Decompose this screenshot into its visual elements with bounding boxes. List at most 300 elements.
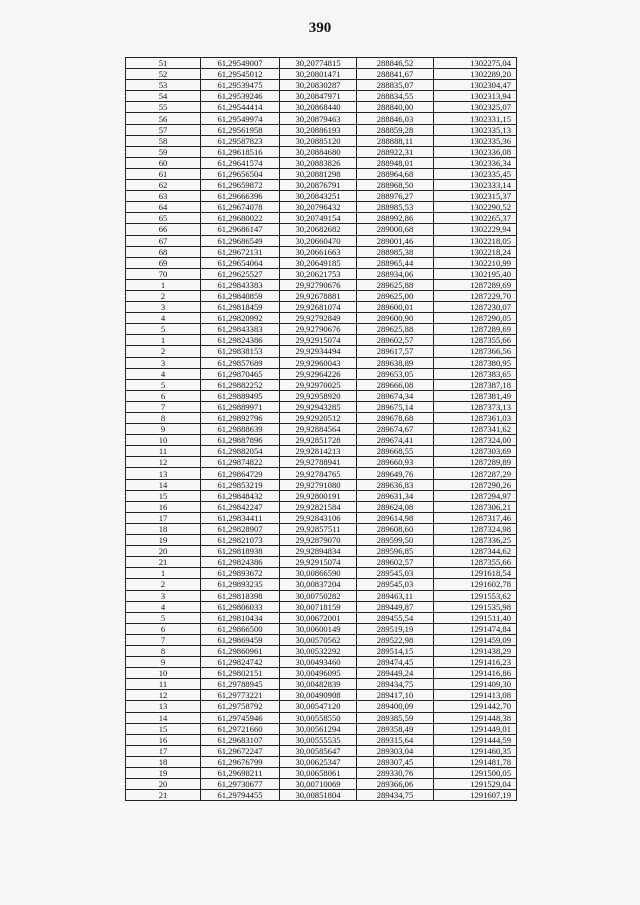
x-coordinate-cell: 289001,46 — [357, 235, 434, 246]
y-coordinate-cell: 1287355,66 — [434, 335, 517, 346]
latitude-cell: 61,29721660 — [201, 723, 280, 734]
y-coordinate-cell: 1287361,03 — [434, 413, 517, 424]
x-coordinate-cell: 289675,14 — [357, 401, 434, 412]
point-number-cell: 5 — [126, 324, 201, 335]
latitude-cell: 61,29686549 — [201, 235, 280, 246]
y-coordinate-cell: 1291529,04 — [434, 779, 517, 790]
y-coordinate-cell: 1287324,98 — [434, 523, 517, 534]
latitude-cell: 61,29544414 — [201, 102, 280, 113]
y-coordinate-cell: 1287387,18 — [434, 379, 517, 390]
point-number-cell: 1 — [126, 279, 201, 290]
table-row — [126, 224, 517, 235]
longitude-cell: 29,92857511 — [280, 523, 357, 534]
point-number-cell: 16 — [126, 734, 201, 745]
point-number-cell: 51 — [126, 58, 201, 69]
point-number-cell: 67 — [126, 235, 201, 246]
y-coordinate-cell: 1291413,08 — [434, 690, 517, 701]
latitude-cell: 61,29838153 — [201, 346, 280, 357]
point-number-cell: 64 — [126, 202, 201, 213]
table-row — [126, 745, 517, 756]
table-row — [126, 401, 517, 412]
longitude-cell: 30,00493460 — [280, 657, 357, 668]
table-row — [126, 102, 517, 113]
y-coordinate-cell: 1302289,20 — [434, 69, 517, 80]
latitude-cell: 61,29820992 — [201, 313, 280, 324]
table-row — [126, 146, 517, 157]
x-coordinate-cell: 288846,52 — [357, 58, 434, 69]
latitude-cell: 61,29802151 — [201, 668, 280, 679]
y-coordinate-cell: 1291481,78 — [434, 756, 517, 767]
table-row — [126, 457, 517, 468]
x-coordinate-cell: 289385,59 — [357, 712, 434, 723]
point-number-cell: 1 — [126, 335, 201, 346]
point-number-cell: 1 — [126, 568, 201, 579]
latitude-cell: 61,29821073 — [201, 535, 280, 546]
x-coordinate-cell: 289417,10 — [357, 690, 434, 701]
y-coordinate-cell: 1291449,01 — [434, 723, 517, 734]
point-number-cell: 65 — [126, 213, 201, 224]
latitude-cell: 61,29674078 — [201, 202, 280, 213]
x-coordinate-cell: 288922,31 — [357, 146, 434, 157]
y-coordinate-cell: 1302331,15 — [434, 113, 517, 124]
point-number-cell: 61 — [126, 168, 201, 179]
y-coordinate-cell: 1287355,66 — [434, 557, 517, 568]
table-row — [126, 268, 517, 279]
table-row — [126, 501, 517, 512]
x-coordinate-cell: 289449,87 — [357, 601, 434, 612]
longitude-cell: 30,20847971 — [280, 91, 357, 102]
latitude-cell: 61,29853219 — [201, 479, 280, 490]
longitude-cell: 29,92915074 — [280, 557, 357, 568]
point-number-cell: 2 — [126, 290, 201, 301]
table-row — [126, 202, 517, 213]
x-coordinate-cell: 289600,01 — [357, 302, 434, 313]
table-row — [126, 712, 517, 723]
latitude-cell: 61,29549007 — [201, 58, 280, 69]
point-number-cell: 59 — [126, 146, 201, 157]
point-number-cell: 9 — [126, 657, 201, 668]
point-number-cell: 11 — [126, 446, 201, 457]
y-coordinate-cell: 1302333,14 — [434, 180, 517, 191]
x-coordinate-cell: 289653,05 — [357, 368, 434, 379]
latitude-cell: 61,29840859 — [201, 290, 280, 301]
point-number-cell: 54 — [126, 91, 201, 102]
latitude-cell: 61,29539475 — [201, 80, 280, 91]
y-coordinate-cell: 1287381,49 — [434, 390, 517, 401]
table-row — [126, 679, 517, 690]
y-coordinate-cell: 1291602,78 — [434, 579, 517, 590]
latitude-cell: 61,29848432 — [201, 490, 280, 501]
latitude-cell: 61,29549974 — [201, 113, 280, 124]
latitude-cell: 61,29870465 — [201, 368, 280, 379]
latitude-cell: 61,29672247 — [201, 745, 280, 756]
point-number-cell: 9 — [126, 424, 201, 435]
latitude-cell: 61,29641574 — [201, 157, 280, 168]
x-coordinate-cell: 289614,98 — [357, 512, 434, 523]
table-row — [126, 413, 517, 424]
point-number-cell: 21 — [126, 557, 201, 568]
x-coordinate-cell: 289625,00 — [357, 290, 434, 301]
point-number-cell: 10 — [126, 668, 201, 679]
longitude-cell: 29,92920512 — [280, 413, 357, 424]
y-coordinate-cell: 1287383,65 — [434, 368, 517, 379]
x-coordinate-cell: 289519,19 — [357, 623, 434, 634]
longitude-cell: 30,00558550 — [280, 712, 357, 723]
x-coordinate-cell: 289678,68 — [357, 413, 434, 424]
table-row — [126, 302, 517, 313]
coordinates-table-body — [126, 58, 517, 801]
y-coordinate-cell: 1302336,08 — [434, 146, 517, 157]
y-coordinate-cell: 1291444,59 — [434, 734, 517, 745]
y-coordinate-cell: 1291511,40 — [434, 612, 517, 623]
point-number-cell: 13 — [126, 701, 201, 712]
latitude-cell: 61,29843383 — [201, 324, 280, 335]
longitude-cell: 29,92790676 — [280, 279, 357, 290]
longitude-cell: 29,92851728 — [280, 435, 357, 446]
y-coordinate-cell: 1302210,99 — [434, 257, 517, 268]
point-number-cell: 53 — [126, 80, 201, 91]
point-number-cell: 12 — [126, 457, 201, 468]
x-coordinate-cell: 289602,57 — [357, 557, 434, 568]
x-coordinate-cell: 289617,57 — [357, 346, 434, 357]
x-coordinate-cell: 289625,88 — [357, 279, 434, 290]
table-row — [126, 335, 517, 346]
x-coordinate-cell: 288964,68 — [357, 168, 434, 179]
latitude-cell: 61,29680022 — [201, 213, 280, 224]
y-coordinate-cell: 1302229,94 — [434, 224, 517, 235]
x-coordinate-cell: 289608,60 — [357, 523, 434, 534]
point-number-cell: 57 — [126, 124, 201, 135]
table-row — [126, 546, 517, 557]
table-row — [126, 535, 517, 546]
x-coordinate-cell: 289674,67 — [357, 424, 434, 435]
longitude-cell: 30,20661663 — [280, 246, 357, 257]
x-coordinate-cell: 289596,85 — [357, 546, 434, 557]
point-number-cell: 20 — [126, 546, 201, 557]
y-coordinate-cell: 1302275,04 — [434, 58, 517, 69]
table-row — [126, 346, 517, 357]
y-coordinate-cell: 1291409,30 — [434, 679, 517, 690]
longitude-cell: 30,20883826 — [280, 157, 357, 168]
x-coordinate-cell: 288840,00 — [357, 102, 434, 113]
point-number-cell: 69 — [126, 257, 201, 268]
x-coordinate-cell: 289455,54 — [357, 612, 434, 623]
point-number-cell: 56 — [126, 113, 201, 124]
y-coordinate-cell: 1287294,97 — [434, 490, 517, 501]
longitude-cell: 30,00600149 — [280, 623, 357, 634]
latitude-cell: 61,29889495 — [201, 390, 280, 401]
point-number-cell: 70 — [126, 268, 201, 279]
latitude-cell: 61,29888639 — [201, 424, 280, 435]
table-row — [126, 723, 517, 734]
latitude-cell: 61,29561958 — [201, 124, 280, 135]
latitude-cell: 61,29773221 — [201, 690, 280, 701]
latitude-cell: 61,29892796 — [201, 413, 280, 424]
latitude-cell: 61,29824386 — [201, 335, 280, 346]
longitude-cell: 29,92958920 — [280, 390, 357, 401]
longitude-cell: 30,00585647 — [280, 745, 357, 756]
point-number-cell: 15 — [126, 490, 201, 501]
x-coordinate-cell: 289366,06 — [357, 779, 434, 790]
latitude-cell: 61,29698211 — [201, 768, 280, 779]
latitude-cell: 61,29545012 — [201, 69, 280, 80]
y-coordinate-cell: 1291500,05 — [434, 768, 517, 779]
x-coordinate-cell: 288841,67 — [357, 69, 434, 80]
x-coordinate-cell: 288985,38 — [357, 246, 434, 257]
longitude-cell: 29,92821584 — [280, 501, 357, 512]
point-number-cell: 4 — [126, 368, 201, 379]
x-coordinate-cell: 288985,53 — [357, 202, 434, 213]
x-coordinate-cell: 289649,76 — [357, 468, 434, 479]
x-coordinate-cell: 288859,28 — [357, 124, 434, 135]
y-coordinate-cell: 1302218,05 — [434, 235, 517, 246]
y-coordinate-cell: 1302325,07 — [434, 102, 517, 113]
table-row — [126, 645, 517, 656]
longitude-cell: 30,00570562 — [280, 634, 357, 645]
point-number-cell: 5 — [126, 612, 201, 623]
latitude-cell: 61,29686147 — [201, 224, 280, 235]
point-number-cell: 6 — [126, 623, 201, 634]
x-coordinate-cell: 288888,11 — [357, 135, 434, 146]
table-row — [126, 557, 517, 568]
latitude-cell: 61,29672131 — [201, 246, 280, 257]
y-coordinate-cell: 1287289,69 — [434, 324, 517, 335]
latitude-cell: 61,29758792 — [201, 701, 280, 712]
point-number-cell: 6 — [126, 390, 201, 401]
latitude-cell: 61,29874822 — [201, 457, 280, 468]
longitude-cell: 30,20660470 — [280, 235, 357, 246]
y-coordinate-cell: 1302335,13 — [434, 124, 517, 135]
point-number-cell: 62 — [126, 180, 201, 191]
longitude-cell: 29,92790676 — [280, 324, 357, 335]
y-coordinate-cell: 1302336,34 — [434, 157, 517, 168]
point-number-cell: 52 — [126, 69, 201, 80]
y-coordinate-cell: 1302218,24 — [434, 246, 517, 257]
latitude-cell: 61,29730677 — [201, 779, 280, 790]
y-coordinate-cell: 1302290,52 — [434, 202, 517, 213]
y-coordinate-cell: 1287289,69 — [434, 279, 517, 290]
table-row — [126, 435, 517, 446]
longitude-cell: 30,00547120 — [280, 701, 357, 712]
longitude-cell: 30,20879463 — [280, 113, 357, 124]
longitude-cell: 30,00625347 — [280, 756, 357, 767]
latitude-cell: 61,29666396 — [201, 191, 280, 202]
longitude-cell: 30,00561294 — [280, 723, 357, 734]
longitude-cell: 30,20881298 — [280, 168, 357, 179]
table-row — [126, 668, 517, 679]
x-coordinate-cell: 289000,68 — [357, 224, 434, 235]
longitude-cell: 29,92964226 — [280, 368, 357, 379]
y-coordinate-cell: 1302335,45 — [434, 168, 517, 179]
x-coordinate-cell: 289599,50 — [357, 535, 434, 546]
x-coordinate-cell: 289636,83 — [357, 479, 434, 490]
table-row — [126, 490, 517, 501]
x-coordinate-cell: 288965,44 — [357, 257, 434, 268]
x-coordinate-cell: 289303,04 — [357, 745, 434, 756]
x-coordinate-cell: 289600,90 — [357, 313, 434, 324]
point-number-cell: 14 — [126, 479, 201, 490]
y-coordinate-cell: 1291459,09 — [434, 634, 517, 645]
latitude-cell: 61,29818398 — [201, 590, 280, 601]
latitude-cell: 61,29587823 — [201, 135, 280, 146]
longitude-cell: 29,92791080 — [280, 479, 357, 490]
longitude-cell: 30,20876791 — [280, 180, 357, 191]
x-coordinate-cell: 288934,06 — [357, 268, 434, 279]
longitude-cell: 30,20886193 — [280, 124, 357, 135]
latitude-cell: 61,29539246 — [201, 91, 280, 102]
table-row — [126, 279, 517, 290]
latitude-cell: 61,29893235 — [201, 579, 280, 590]
point-number-cell: 58 — [126, 135, 201, 146]
longitude-cell: 29,92915074 — [280, 335, 357, 346]
longitude-cell: 29,92788941 — [280, 457, 357, 468]
table-row — [126, 324, 517, 335]
longitude-cell: 30,20682682 — [280, 224, 357, 235]
longitude-cell: 30,20649185 — [280, 257, 357, 268]
x-coordinate-cell: 289631,34 — [357, 490, 434, 501]
latitude-cell: 61,29893672 — [201, 568, 280, 579]
table-row — [126, 180, 517, 191]
x-coordinate-cell: 289674,34 — [357, 390, 434, 401]
latitude-cell: 61,29625527 — [201, 268, 280, 279]
latitude-cell: 61,29788945 — [201, 679, 280, 690]
latitude-cell: 61,29882252 — [201, 379, 280, 390]
table-row — [126, 690, 517, 701]
point-number-cell: 7 — [126, 634, 201, 645]
y-coordinate-cell: 1287324,00 — [434, 435, 517, 446]
longitude-cell: 29,92960043 — [280, 357, 357, 368]
point-number-cell: 11 — [126, 679, 201, 690]
longitude-cell: 29,92894834 — [280, 546, 357, 557]
point-number-cell: 3 — [126, 302, 201, 313]
longitude-cell: 29,92879070 — [280, 535, 357, 546]
x-coordinate-cell: 288835,07 — [357, 80, 434, 91]
y-coordinate-cell: 1287229,70 — [434, 290, 517, 301]
point-number-cell: 8 — [126, 413, 201, 424]
point-number-cell: 7 — [126, 401, 201, 412]
table-row — [126, 479, 517, 490]
longitude-cell: 29,92884564 — [280, 424, 357, 435]
point-number-cell: 20 — [126, 779, 201, 790]
x-coordinate-cell: 289545,03 — [357, 579, 434, 590]
x-coordinate-cell: 288846,03 — [357, 113, 434, 124]
point-number-cell: 3 — [126, 357, 201, 368]
table-row — [126, 756, 517, 767]
point-number-cell: 16 — [126, 501, 201, 512]
longitude-cell: 30,20830287 — [280, 80, 357, 91]
y-coordinate-cell: 1291535,98 — [434, 601, 517, 612]
table-row — [126, 790, 517, 801]
point-number-cell: 21 — [126, 790, 201, 801]
coordinates-table — [125, 57, 517, 801]
x-coordinate-cell: 289474,45 — [357, 657, 434, 668]
x-coordinate-cell: 289449,24 — [357, 668, 434, 679]
x-coordinate-cell: 289625,88 — [357, 324, 434, 335]
latitude-cell: 61,29857689 — [201, 357, 280, 368]
table-row — [126, 612, 517, 623]
x-coordinate-cell: 288948,01 — [357, 157, 434, 168]
y-coordinate-cell: 1291416,86 — [434, 668, 517, 679]
x-coordinate-cell: 288992,86 — [357, 213, 434, 224]
longitude-cell: 30,20843251 — [280, 191, 357, 202]
y-coordinate-cell: 1291553,62 — [434, 590, 517, 601]
point-number-cell: 8 — [126, 645, 201, 656]
point-number-cell: 60 — [126, 157, 201, 168]
longitude-cell: 29,92814213 — [280, 446, 357, 457]
longitude-cell: 30,00851804 — [280, 790, 357, 801]
latitude-cell: 61,29869459 — [201, 634, 280, 645]
y-coordinate-cell: 1287380,95 — [434, 357, 517, 368]
x-coordinate-cell: 289330,76 — [357, 768, 434, 779]
table-row — [126, 734, 517, 745]
latitude-cell: 61,29889971 — [201, 401, 280, 412]
latitude-cell: 61,29676799 — [201, 756, 280, 767]
table-row — [126, 446, 517, 457]
latitude-cell: 61,29843383 — [201, 279, 280, 290]
longitude-cell: 30,00837204 — [280, 579, 357, 590]
x-coordinate-cell: 289434,75 — [357, 790, 434, 801]
x-coordinate-cell: 289522,98 — [357, 634, 434, 645]
point-number-cell: 12 — [126, 690, 201, 701]
longitude-cell: 29,92678881 — [280, 290, 357, 301]
x-coordinate-cell: 289307,45 — [357, 756, 434, 767]
point-number-cell: 14 — [126, 712, 201, 723]
y-coordinate-cell: 1287373,13 — [434, 401, 517, 412]
latitude-cell: 61,29654064 — [201, 257, 280, 268]
latitude-cell: 61,29842247 — [201, 501, 280, 512]
x-coordinate-cell: 289624,08 — [357, 501, 434, 512]
longitude-cell: 29,92681074 — [280, 302, 357, 313]
table-row — [126, 213, 517, 224]
x-coordinate-cell: 289638,89 — [357, 357, 434, 368]
y-coordinate-cell: 1291448,38 — [434, 712, 517, 723]
latitude-cell: 61,29887896 — [201, 435, 280, 446]
y-coordinate-cell: 1302315,37 — [434, 191, 517, 202]
y-coordinate-cell: 1287336,25 — [434, 535, 517, 546]
table-row — [126, 568, 517, 579]
point-number-cell: 19 — [126, 768, 201, 779]
table-row — [126, 468, 517, 479]
table-row — [126, 135, 517, 146]
latitude-cell: 61,29659872 — [201, 180, 280, 191]
longitude-cell: 30,00532292 — [280, 645, 357, 656]
longitude-cell: 30,20774815 — [280, 58, 357, 69]
y-coordinate-cell: 1302304,47 — [434, 80, 517, 91]
point-number-cell: 19 — [126, 535, 201, 546]
table-row — [126, 191, 517, 202]
page-number: 390 — [308, 20, 332, 36]
longitude-cell: 30,00866590 — [280, 568, 357, 579]
table-row — [126, 124, 517, 135]
latitude-cell: 61,29618516 — [201, 146, 280, 157]
y-coordinate-cell: 1287287,29 — [434, 468, 517, 479]
point-number-cell: 2 — [126, 346, 201, 357]
table-row — [126, 58, 517, 69]
latitude-cell: 61,29794455 — [201, 790, 280, 801]
longitude-cell: 30,00718159 — [280, 601, 357, 612]
longitude-cell: 30,20885120 — [280, 135, 357, 146]
point-number-cell: 18 — [126, 523, 201, 534]
table-row — [126, 379, 517, 390]
longitude-cell: 29,92784765 — [280, 468, 357, 479]
longitude-cell: 30,20868440 — [280, 102, 357, 113]
latitude-cell: 61,29683107 — [201, 734, 280, 745]
y-coordinate-cell: 1302265,37 — [434, 213, 517, 224]
longitude-cell: 30,20801471 — [280, 69, 357, 80]
y-coordinate-cell: 1287366,56 — [434, 346, 517, 357]
table-row — [126, 168, 517, 179]
table-row — [126, 246, 517, 257]
